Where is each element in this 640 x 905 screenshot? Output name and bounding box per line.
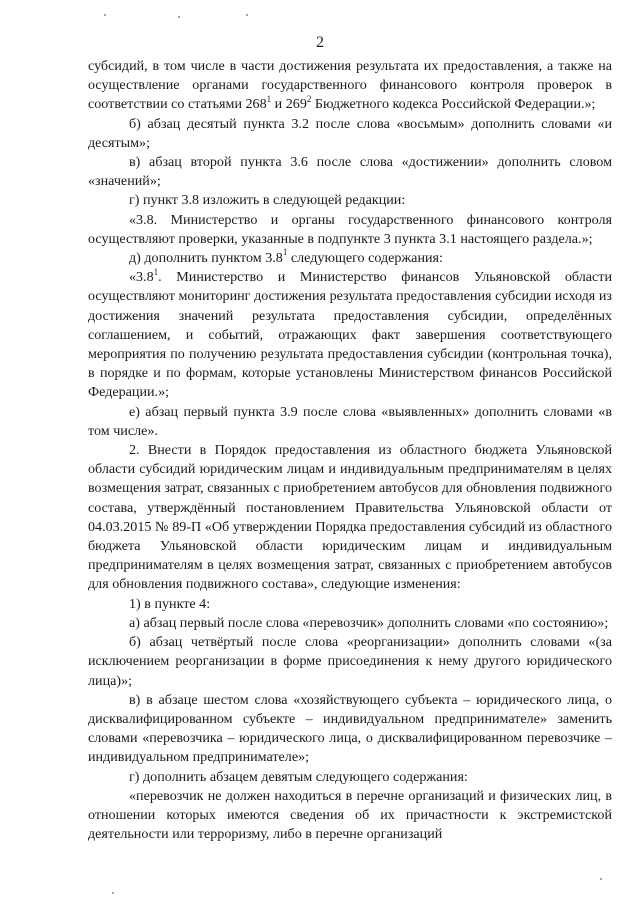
text-run: г) пункт 3.8 изложить в следующей редакции: [129, 192, 406, 209]
superscript: 1 [153, 266, 159, 277]
text-run: 2. Внести в Порядок предоставления из областного бюджета Ульяновской области субсидий юридическим лицам и индивидуальным предпринимателям в целях возмещения затрат, связанных с приобретением автобусов для обновления подвижного состава, утверждённый постановлением Правительства Ульяновской области от 04.03.2015 № 89-П «Об утверждении Порядка предоставления субсидий из областного бюджета Ульяновской области юридическим лицам и индивидуальным предпринимателям в целях возмещения затрат, связанных с приобретением автобусов для обновления подвижного состава», следующие изменения: [88, 442, 612, 593]
scan-speck [600, 878, 602, 880]
scan-speck [104, 14, 106, 16]
paragraph [88, 595, 612, 614]
paragraph [88, 211, 612, 249]
superscript: 1 [266, 93, 272, 104]
text-run: в) абзац второй пункта 3.6 после слова «достижении» дополнить словом «значений»; [88, 154, 612, 190]
paragraph [88, 768, 612, 787]
paragraph [88, 691, 612, 768]
paragraph [88, 268, 612, 402]
text-run: «перевозчик не должен находиться в перечне организаций и физических лиц, в отношении которых имеются сведения об их причастности к экстремистской деятельности или терроризму, либо в перечне организаций [88, 787, 612, 843]
paragraph [88, 441, 612, 595]
text-run: субсидий, в том числе в части достижения результата их предоставления, а также на осуществление органами государственного финансового контроля проверок в соответствии со статьями 268 [88, 58, 612, 113]
paragraph [88, 403, 612, 441]
document-body [88, 57, 612, 844]
page-number: 2 [316, 34, 324, 51]
scan-speck [178, 16, 180, 18]
text-run: а) абзац первый после слова «перевозчик» дополнить словами «по состоянию»; [129, 614, 609, 631]
paragraph [88, 249, 612, 268]
paragraph [88, 115, 612, 153]
paragraph [88, 153, 612, 191]
text-run: б) абзац десятый пункта 3.2 после слова «восьмым» дополнить словами «и десятым»; [88, 115, 612, 151]
text-run: . Министерство и Министерство финансов Ульяновской области осуществляют мониторинг достижения результата предоставления субсидии исходя из достижения значений результата предоставления субсидии, определённых соглашением, и событий, отражающих факт завершения соответствующего мероприятия по получению результата предоставления субсидии (контрольная точка), в порядке и по формам, которые установлены Министерством финансов Российской Федерации.»; [88, 269, 612, 401]
superscript: 1 [282, 247, 288, 258]
scan-speck [246, 14, 248, 16]
text-run: 1) в пункте 4: [129, 595, 211, 612]
paragraph [88, 633, 612, 691]
scan-speck [112, 892, 114, 894]
paragraph [88, 191, 612, 210]
text-run: г) дополнить абзацем девятым следующего содержания: [129, 768, 468, 785]
paragraph [88, 57, 612, 115]
text-run: Бюджетного кодекса Российской Федерации.»; [311, 96, 596, 113]
paragraph [88, 614, 612, 633]
text-run: е) абзац первый пункта 3.9 после слова «выявленных» дополнить словами «в том числе». [88, 403, 612, 439]
text-run: б) абзац четвёртый после слова «реорганизации» дополнить словами «(за исключением реорганизации в форме присоединения к нему другого юридического лица)»; [88, 634, 612, 689]
text-run: следующего содержания: [287, 250, 443, 267]
text-run: в) в абзаце шестом слова «хозяйствующего субъекта – юридического лица, о дисквалифицированном субъекте – индивидуальном предпринимателе» заменить словами «перевозчика – юридического лица, о дисквалифицированном перевозчике – индивидуальном предпринимателе»; [88, 691, 612, 766]
text-run: «3.8 [129, 269, 154, 286]
text-run: «3.8. Министерство и органы государственного финансового контроля осуществляют проверки, указанные в подпункте 3 пункта 3.1 настоящего раздела.»; [88, 211, 612, 247]
paragraph [88, 787, 612, 845]
superscript: 2 [306, 93, 312, 104]
text-run: и 269 [271, 96, 307, 113]
text-run: д) дополнить пунктом 3.8 [129, 250, 283, 267]
